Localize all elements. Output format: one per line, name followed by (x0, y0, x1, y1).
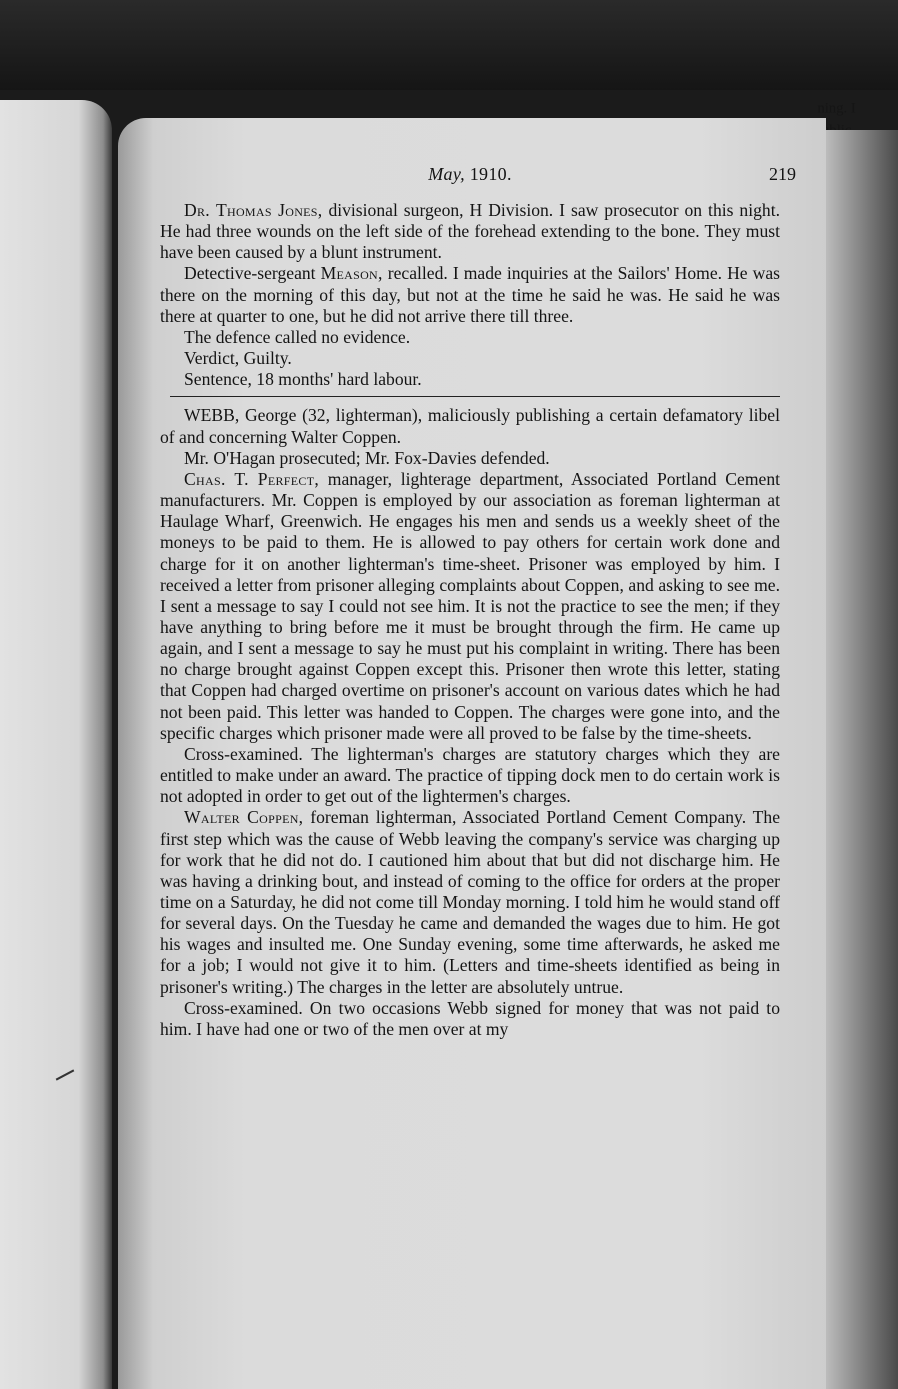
page-content (160, 164, 796, 1040)
scan-background (0, 0, 898, 90)
paragraph-text: recalled. I made inquiries at the Sailors' Home. He was there on the morning of this day, but not at the time he said he was. He said he was there at quarter to one, but he did not arrive there till three. (160, 263, 780, 326)
case-heading: WEBB, George (32, lighterman), maliciously publishing a certain defamatory libel of and concerning Walter Coppen. (160, 405, 780, 447)
header-month: May, (428, 164, 465, 184)
running-header (160, 164, 796, 200)
header-year: 1910. (469, 164, 512, 184)
case-divider-rule (170, 396, 780, 397)
header-date (160, 164, 780, 185)
witness-name: Chas. T. Perfect, (184, 468, 320, 489)
paragraph (160, 469, 780, 744)
paragraph: Sentence, 18 months' hard labour. (184, 369, 422, 390)
left-page (0, 100, 112, 1389)
body-text (160, 200, 780, 1040)
paragraph-text: manager, lighterage department, Associated Portland Cement manufacturers. Mr. Coppen is employed by our association as foreman lighterman at Haulage Wharf, Greenwich. He engages his men and sends us a weekly sheet of the moneys to be paid to them. He is allowed to pay others for certain work done and charge for it on another lighterman's time-sheet. Prisoner was employed by him. I received a letter from prisoner alleging complaints about Coppen, and asking to see me. I sent a message to say I could not see him. It is not the practice to see the men; if they have anything to bring before me it must be brought through the firm. He came up again, and I sent a message to say he must put his complaint in writing. There has been no charge brought against Coppen except this. Prisoner then wrote this letter, stating that Coppen had charged overtime on prisoner's account on various dates which he had not been paid. This letter was handed to Coppen. The charges were gone into, and the specific charges which prisoner made were all proved to be false by the time-sheets. (160, 468, 781, 743)
paragraph: The defence called no evidence. (184, 326, 411, 347)
paragraph: Mr. O'Hagan prosecuted; Mr. Fox-Davies defended. (184, 447, 550, 468)
paragraph (160, 263, 780, 326)
paragraph (160, 807, 780, 997)
page-number: 219 (769, 164, 796, 184)
paragraph-text: divisional surgeon, H Division. I saw prosecutor on this night. He had three wounds on the left side of the forehead extending to the bone. They must have been caused by a blunt instrument. (160, 200, 781, 263)
paragraph: Cross-examined. The lighterman's charges are statutory charges which they are entitled to make under an award. The practice of tipping dock men to do certain work is not adopted in order to get out of the lightermen's charges. (160, 743, 780, 807)
witness-name: Dr. Thomas Jones, (184, 200, 323, 220)
paragraph: Cross-examined. On two occasions Webb signed for money that was not paid to him. I have had one or two of the men over at my (160, 997, 780, 1039)
paragraph: Verdict, Guilty. (184, 348, 292, 369)
witness-name: Meason, (320, 263, 383, 284)
paragraph (160, 200, 780, 263)
witness-name: Walter Coppen, (184, 807, 304, 828)
left-page-fragment: ning. I (817, 100, 856, 117)
page-edge-shadow (826, 130, 898, 1389)
paragraph-text: foreman lighterman, Associated Portland Cement Company. The first step which was the cause of Webb leaving the company's service was charging up for work that he did not do. I cautioned him about that but did not discharge him. He was having a drinking bout, and instead of coming to the office for orders at the proper time on a Saturday, he did not come till Monday morning. I told him he would stand off for several days. On the Tuesday he came and demanded the wages due to him. He got his wages and insulted me. One Sunday evening, some time afterwards, he asked me for a job; I would not give it to him. (Letters and time-sheets identified as being in prisoner's writing.) The charges in the letter are absolutely untrue. (160, 807, 781, 997)
paragraph-prefix: Detective-sergeant (184, 263, 321, 284)
